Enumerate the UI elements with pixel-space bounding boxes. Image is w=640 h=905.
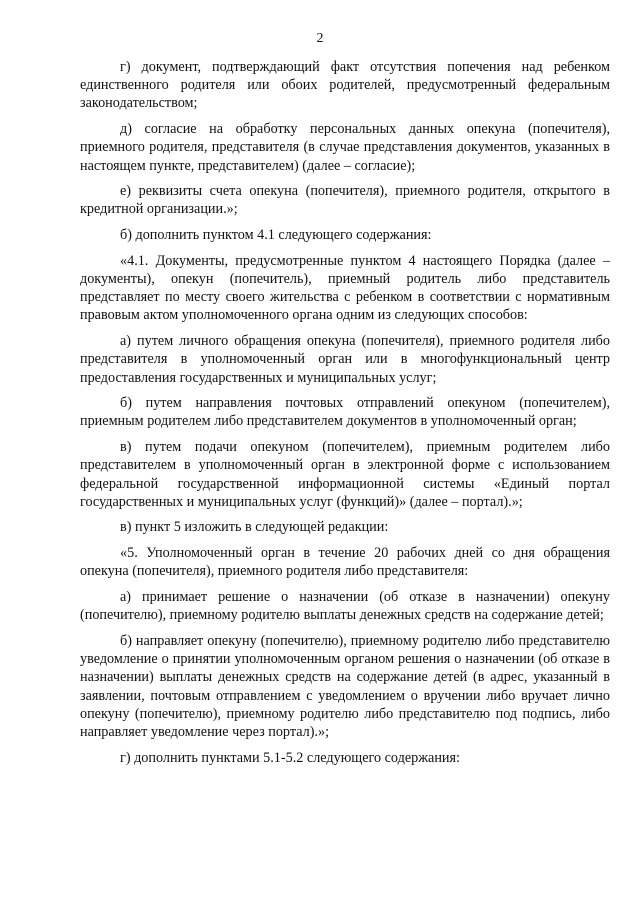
paragraph-add-item-4-1: б) дополнить пунктом 4.1 следующего содержания: <box>120 227 432 244</box>
paragraph-personal-appeal: а) путем личного обращения опекуна (попечителя), приемного родителя либо представителя в уполномоченный орган или в многофункциональный центр предоставления государственных и муниципальных услуг; <box>80 333 610 386</box>
paragraph-postal-submission: б) путем направления почтовых отправлений опекуном (попечителем), приемным родителем либо представителем документов в уполномоченный орган; <box>80 395 610 430</box>
paragraph-item-4-1-text: «4.1. Документы, предусмотренные пунктом 4 настоящего Порядка (далее – документы), опекун (попечитель), приемный родитель либо представитель представляет по месту своего жительства с ребенком в соответствии с нормативным правовым актом уполномоченного органа одним из следующих способов: <box>80 252 610 324</box>
paragraph-add-items-5-1-5-2: г) дополнить пунктами 5.1-5.2 следующего содержания: <box>120 749 460 766</box>
document-body <box>80 58 610 767</box>
paragraph-item-5-text: «5. Уполномоченный орган в течение 20 рабочих дней со дня обращения опекуна (попечителя), приемного родителя либо представителя: <box>80 545 610 580</box>
paragraph-document-confirming-absence-of-care: г) документ, подтверждающий факт отсутствия попечения над ребенком единственного родителя или обоих родителей, предусмотренный федеральным законодательством; <box>80 59 610 112</box>
paragraph-electronic-submission: в) путем подачи опекуном (попечителем), приемным родителем либо представителем в уполномоченный орган в электронной форме с использованием федеральной государственной информационной системы «Единый портал государственных и муниципальных услуг (функций)» (далее – портал).»; <box>80 439 610 510</box>
paragraph-sends-notification: б) направляет опекуну (попечителю), приемному родителю либо представителю уведомление о принятии уполномоченным органом решения о назначении (об отказе в назначении) выплаты денежных средств на содержание детей (в адрес, указанный в заявлении, почтовым отправлением с уведомлением о вручении либо вручает лично опекуну (попечителю), приемному родителю либо представителю под подпись, либо направляет уведомление через портал).»; <box>80 632 610 740</box>
page-number: 2 <box>316 31 324 46</box>
paragraph-bank-account-details: е) реквизиты счета опекуна (попечителя), приемного родителя, открытого в кредитной организации.»; <box>80 183 610 218</box>
paragraph-item-5-new-edition: в) пункт 5 изложить в следующей редакции: <box>120 519 389 536</box>
paragraph-consent-personal-data: д) согласие на обработку персональных данных опекуна (попечителя), приемного родителя, представителя (в случае представления документов, указанных в настоящем пункте, представителем) (далее – согласие); <box>80 121 610 174</box>
paragraph-makes-decision: а) принимает решение о назначении (об отказе в назначении) опекуну (попечителю), приемному родителю выплаты денежных средств на содержание детей; <box>80 589 610 624</box>
